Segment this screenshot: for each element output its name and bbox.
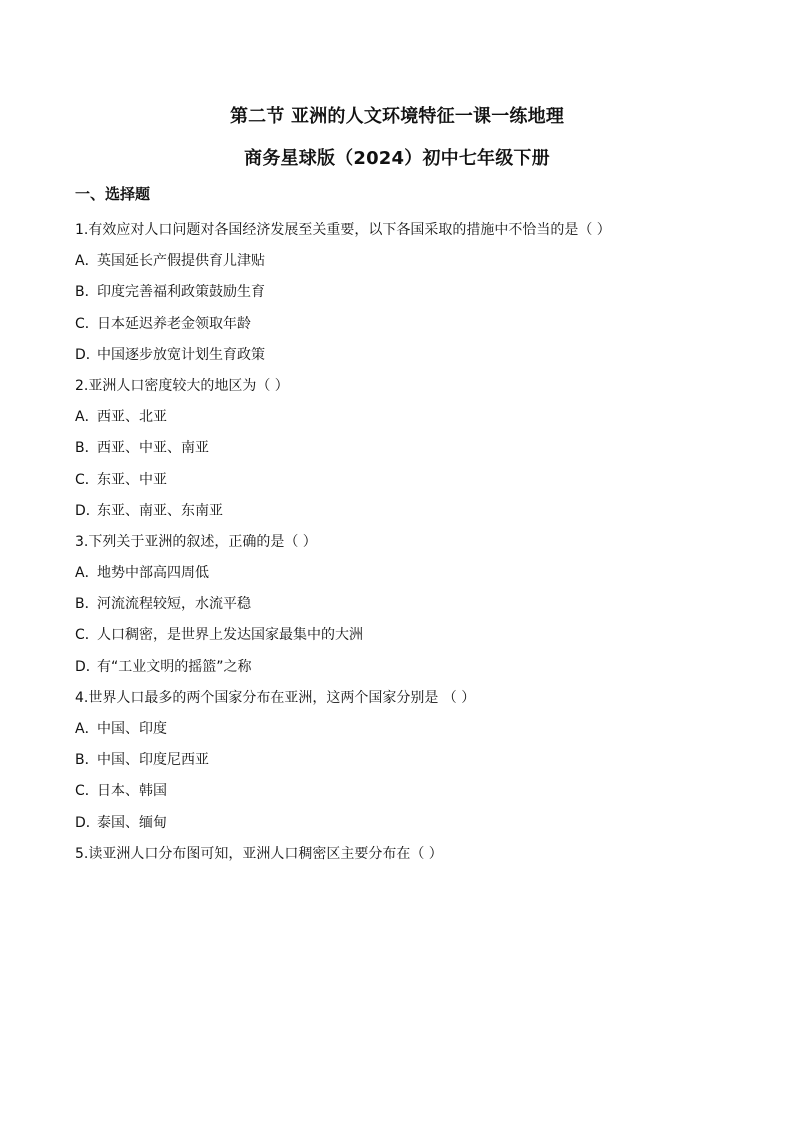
option-text: 日本、韩国 — [97, 783, 167, 800]
option-text: 东亚、南亚、东南亚 — [97, 502, 223, 519]
option-letter: C． — [75, 627, 99, 644]
option-line — [75, 558, 735, 589]
question-stem: 1.有效应对人口问题对各国经济发展至关重要，以下各国采取的措施中不恰当的是（ ） — [75, 222, 611, 238]
option-letter: B． — [75, 440, 99, 457]
option-line — [75, 620, 735, 651]
option-text: 中国逐步放宽计划生育政策 — [97, 346, 265, 363]
option-text: 中国、印度 — [97, 721, 167, 737]
option-letter: A． — [75, 565, 99, 582]
option-letter: D． — [75, 502, 100, 519]
option-letter: B． — [75, 596, 99, 613]
option-letter: C． — [75, 783, 99, 800]
option-text: 人口稠密，是世界上发达国家最集中的大洲 — [97, 627, 363, 644]
option-text: 西亚、中亚、南亚 — [97, 440, 209, 457]
option-letter: D． — [75, 658, 100, 675]
option-letter: C． — [75, 315, 99, 332]
option-text: 英国延长产假提供育儿津贴 — [97, 253, 265, 270]
option-line — [75, 589, 735, 620]
option-letter: D． — [75, 814, 100, 831]
option-line — [75, 714, 735, 745]
option-line — [75, 465, 735, 496]
option-line — [75, 277, 735, 308]
option-line — [75, 652, 735, 683]
option-line — [75, 246, 735, 277]
option-letter: A． — [75, 409, 99, 426]
option-text: 地势中部高四周低 — [97, 565, 209, 582]
option-line — [75, 496, 735, 527]
option-line — [75, 433, 735, 464]
option-text: 印度完善福利政策鼓励生育 — [97, 284, 265, 301]
document-title: 第二节 亚洲的人文环境特征一课一练地理 — [229, 106, 565, 127]
option-letter: B． — [75, 752, 99, 769]
section-heading: 一、选择题 — [75, 185, 151, 203]
option-line — [75, 808, 735, 839]
document-subtitle: 商务星球版（2024）初中七年级下册 — [244, 148, 550, 169]
option-letter: A． — [75, 721, 99, 737]
option-text: 西亚、北亚 — [97, 409, 167, 426]
option-line — [75, 745, 735, 776]
option-text: 日本延迟养老金领取年龄 — [97, 315, 251, 332]
option-text: 有“工业文明的摇篮”之称 — [97, 658, 252, 675]
question-stem: 2.亚洲人口密度较大的地区为（ ） — [75, 377, 289, 394]
option-line — [75, 309, 735, 340]
question-stem: 5.读亚洲人口分布图可知，亚洲人口稠密区主要分布在（ ） — [75, 845, 443, 862]
option-text: 中国、印度尼西亚 — [97, 752, 209, 769]
question-stem: 3.下列关于亚洲的叙述，正确的是（ ） — [75, 533, 317, 550]
option-text: 河流流程较短，水流平稳 — [97, 596, 251, 613]
option-line — [75, 402, 735, 433]
option-line — [75, 340, 735, 371]
option-letter: A． — [75, 253, 99, 270]
question-stem: 4.世界人口最多的两个国家分布在亚洲，这两个国家分别是 （ ） — [75, 689, 476, 706]
option-text: 东亚、中亚 — [97, 471, 167, 488]
option-letter: B． — [75, 284, 99, 301]
option-line — [75, 776, 735, 807]
option-letter: D． — [75, 346, 100, 363]
question-list — [75, 215, 735, 870]
option-letter: C． — [75, 471, 99, 488]
option-text: 泰国、缅甸 — [97, 814, 167, 831]
